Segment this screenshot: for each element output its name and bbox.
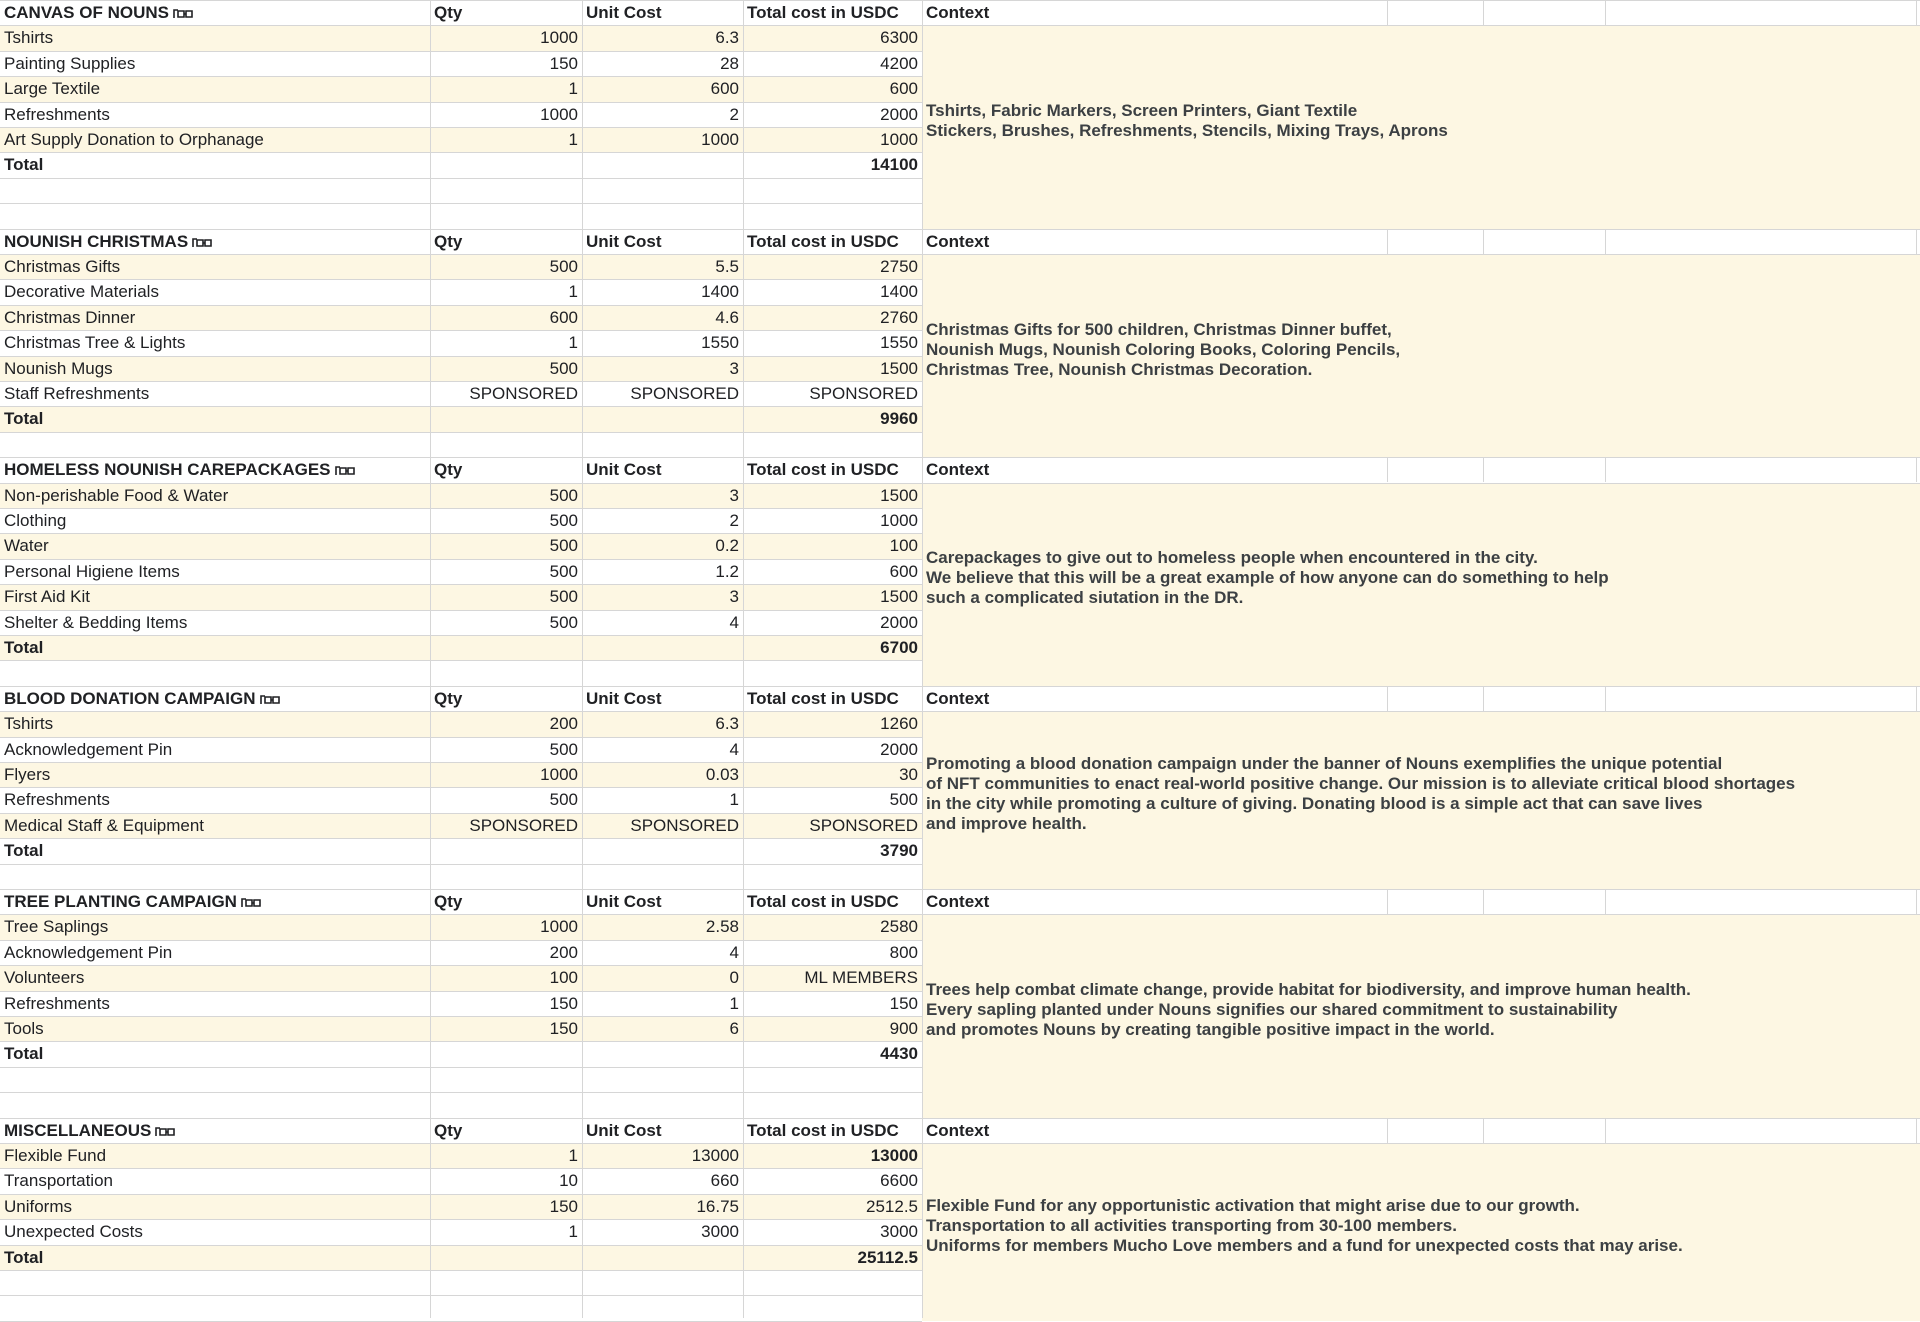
- context-line: in the city while promoting a culture of giving. Donating blood is a simple act that can save lives: [926, 794, 1703, 814]
- item-qty[interactable]: 1: [568, 130, 578, 149]
- item-qty[interactable]: 500: [549, 587, 578, 607]
- smart-chip-icon: [173, 1, 195, 25]
- item-name[interactable]: Flyers: [4, 765, 51, 784]
- header-qty[interactable]: Qty: [434, 231, 463, 251]
- item-total-cost[interactable]: 900: [889, 1019, 918, 1038]
- context-line: and improve health.: [926, 814, 1087, 834]
- grid-line: [1605, 1118, 1606, 1143]
- grid-line: [1916, 889, 1917, 914]
- grid-line: [0, 787, 922, 788]
- grid-line: [0, 0, 922, 1]
- grid-line: [0, 965, 922, 966]
- grid-line: [0, 610, 922, 611]
- item-total-cost[interactable]: 4200: [880, 53, 918, 73]
- context-line: Stickers, Brushes, Refreshments, Stencils, Mixing Trays, Aprons: [926, 121, 1448, 140]
- context-text: [922, 320, 1400, 380]
- total-label[interactable]: Total: [4, 409, 44, 429]
- section-title[interactable]: MISCELLANEOUS: [0, 1118, 430, 1143]
- item-name[interactable]: Acknowledgement Pin: [4, 739, 173, 759]
- total-value[interactable]: 4430: [880, 1044, 918, 1064]
- item-unit-cost[interactable]: 13000: [691, 1146, 739, 1165]
- item-name[interactable]: Decorative Materials: [4, 282, 159, 302]
- grid-line: [922, 483, 1920, 484]
- grid-line: [0, 508, 922, 509]
- grid-line: [0, 457, 922, 458]
- total-value[interactable]: 14100: [870, 155, 918, 175]
- item-name[interactable]: Christmas Gifts: [4, 257, 121, 276]
- grid-line: [0, 76, 922, 77]
- grid-line: [0, 737, 922, 738]
- grid-line: [1483, 889, 1484, 914]
- item-name[interactable]: Refreshments: [4, 993, 110, 1013]
- section-title[interactable]: CANVAS OF NOUNS: [0, 0, 430, 25]
- header-unit-cost[interactable]: Unit Cost: [586, 460, 662, 480]
- grid-line: [1916, 229, 1917, 254]
- grid-line: [0, 1270, 922, 1271]
- item-qty[interactable]: SPONSORED: [469, 384, 578, 403]
- smart-chip-icon: [241, 890, 263, 914]
- item-unit-cost[interactable]: 6.3: [715, 714, 739, 734]
- grid-line: [0, 1067, 922, 1068]
- grid-line: [922, 889, 1920, 890]
- header-unit-cost[interactable]: Unit Cost: [586, 892, 662, 911]
- grid-line: [922, 0, 1920, 1]
- grid-line: [1483, 1118, 1484, 1143]
- header-qty[interactable]: Qty: [434, 460, 463, 480]
- item-name[interactable]: Art Supply Donation to Orphanage: [4, 130, 264, 149]
- item-unit-cost[interactable]: 0.2: [715, 536, 739, 556]
- item-qty[interactable]: 500: [549, 358, 578, 378]
- header-unit-cost[interactable]: Unit Cost: [586, 231, 662, 251]
- grid-line: [0, 1143, 922, 1144]
- item-qty[interactable]: 1000: [540, 104, 578, 124]
- header-context[interactable]: Context: [926, 892, 990, 911]
- item-total-cost[interactable]: 100: [889, 536, 918, 556]
- grid-line: [922, 1118, 1920, 1119]
- item-qty[interactable]: 600: [549, 307, 578, 327]
- item-name[interactable]: Shelter & Bedding Items: [4, 612, 188, 632]
- item-unit-cost[interactable]: 2: [729, 511, 739, 530]
- item-name[interactable]: Christmas Tree & Lights: [4, 333, 186, 353]
- item-unit-cost[interactable]: 2: [729, 104, 739, 124]
- total-label[interactable]: Total: [4, 1247, 44, 1267]
- item-qty[interactable]: 500: [549, 561, 578, 581]
- item-total-cost[interactable]: 150: [889, 993, 918, 1013]
- grid-line: [0, 711, 922, 712]
- grid-line: [1387, 229, 1388, 254]
- grid-line: [743, 0, 744, 1318]
- item-unit-cost[interactable]: 1000: [701, 130, 739, 149]
- item-total-cost[interactable]: 6600: [880, 1171, 918, 1191]
- context-line: Flexible Fund for any opportunistic activation that might arise due to our growth.: [926, 1195, 1580, 1215]
- header-total-cost[interactable]: Total cost in USDC: [747, 231, 899, 251]
- item-qty[interactable]: 1: [568, 282, 578, 302]
- grid-line: [1605, 229, 1606, 254]
- grid-line: [0, 483, 922, 484]
- header-qty[interactable]: Qty: [434, 1120, 463, 1140]
- item-name[interactable]: Refreshments: [4, 790, 110, 810]
- total-value[interactable]: 25112.5: [857, 1247, 918, 1267]
- item-total-cost[interactable]: 1000: [880, 511, 918, 530]
- item-qty[interactable]: 150: [549, 53, 578, 73]
- header-total-cost[interactable]: Total cost in USDC: [747, 460, 899, 480]
- item-total-cost[interactable]: 3000: [880, 1222, 918, 1242]
- grid-line: [0, 584, 922, 585]
- grid-line: [0, 1041, 922, 1042]
- header-context[interactable]: Context: [926, 688, 990, 708]
- item-total-cost[interactable]: SPONSORED: [809, 384, 918, 403]
- grid-line: [1387, 457, 1388, 482]
- item-unit-cost[interactable]: 1: [729, 993, 739, 1013]
- item-total-cost[interactable]: 500: [889, 790, 918, 810]
- item-unit-cost[interactable]: 4: [729, 612, 739, 632]
- item-total-cost[interactable]: 800: [889, 942, 918, 962]
- item-name[interactable]: Tshirts: [4, 714, 54, 734]
- grid-line: [0, 635, 922, 636]
- item-name[interactable]: Christmas Dinner: [4, 307, 136, 327]
- item-name[interactable]: Tshirts: [4, 28, 54, 48]
- header-context[interactable]: Context: [926, 3, 990, 22]
- item-qty[interactable]: 100: [549, 968, 578, 988]
- total-label[interactable]: Total: [4, 841, 44, 861]
- item-unit-cost[interactable]: 2.58: [705, 917, 739, 937]
- grid-line: [430, 0, 431, 1318]
- grid-line: [1387, 0, 1388, 25]
- grid-line: [1387, 1118, 1388, 1143]
- item-qty[interactable]: SPONSORED: [469, 815, 578, 835]
- grid-line: [0, 1219, 922, 1220]
- grid-line: [0, 864, 922, 865]
- grid-line: [0, 305, 922, 306]
- item-qty[interactable]: 1000: [540, 28, 578, 48]
- grid-line: [1387, 889, 1388, 914]
- item-qty[interactable]: 500: [549, 536, 578, 556]
- item-name[interactable]: Medical Staff & Equipment: [4, 815, 205, 835]
- item-unit-cost[interactable]: 5.5: [715, 257, 739, 276]
- header-qty[interactable]: Qty: [434, 688, 463, 708]
- item-unit-cost[interactable]: 4: [729, 942, 739, 962]
- item-total-cost[interactable]: 1500: [880, 485, 918, 505]
- grid-line: [0, 127, 922, 128]
- grid-line: [0, 406, 922, 407]
- grid-line: [0, 203, 922, 204]
- context-line: Nounish Mugs, Nounish Coloring Books, Coloring Pencils,: [926, 339, 1401, 359]
- item-total-cost[interactable]: 2580: [880, 917, 918, 937]
- header-total-cost[interactable]: Total cost in USDC: [747, 1120, 899, 1140]
- grid-line: [0, 356, 922, 357]
- item-unit-cost[interactable]: 4: [729, 739, 739, 759]
- item-name[interactable]: Transportation: [4, 1171, 113, 1191]
- context-text: [922, 980, 1691, 1040]
- grid-line: [922, 711, 1920, 712]
- item-qty[interactable]: 10: [559, 1171, 578, 1191]
- item-name[interactable]: Refreshments: [4, 104, 110, 124]
- grid-line: [0, 25, 922, 26]
- item-total-cost[interactable]: SPONSORED: [809, 815, 918, 835]
- item-qty[interactable]: 500: [549, 790, 578, 810]
- grid-line: [0, 1016, 922, 1017]
- grid-line: [0, 991, 922, 992]
- item-unit-cost[interactable]: 1.2: [715, 561, 739, 581]
- grid-line: [922, 25, 1920, 26]
- context-line: Carepackages to give out to homeless people when encountered in the city.: [926, 548, 1538, 568]
- item-unit-cost[interactable]: 3000: [701, 1222, 739, 1242]
- item-unit-cost[interactable]: 0.03: [705, 765, 739, 784]
- item-unit-cost[interactable]: 1400: [701, 282, 739, 302]
- context-line: of NFT communities to enact real-world positive change. Our mission is to alleviate critical blood shortages: [926, 774, 1796, 794]
- header-unit-cost[interactable]: Unit Cost: [586, 1120, 662, 1140]
- grid-line: [0, 330, 922, 331]
- item-qty[interactable]: 150: [549, 1196, 578, 1216]
- grid-line: [0, 1118, 922, 1119]
- grid-line: [0, 660, 922, 661]
- grid-line: [0, 889, 922, 890]
- item-name[interactable]: First Aid Kit: [4, 587, 90, 607]
- item-total-cost[interactable]: 2760: [880, 307, 918, 327]
- grid-line: [1916, 1118, 1917, 1143]
- grid-line: [1483, 229, 1484, 254]
- grid-line: [582, 0, 583, 1318]
- item-unit-cost[interactable]: SPONSORED: [630, 384, 739, 403]
- item-qty[interactable]: 200: [549, 942, 578, 962]
- item-total-cost[interactable]: 2000: [880, 104, 918, 124]
- grid-line: [922, 0, 923, 1318]
- context-line: Transportation to all activities transporting from 30-100 members.: [926, 1215, 1457, 1235]
- grid-line: [1916, 457, 1917, 482]
- item-name[interactable]: Tree Saplings: [4, 917, 109, 937]
- item-qty[interactable]: 200: [549, 714, 578, 734]
- context-line: Trees help combat climate change, provide habitat for biodiversity, and improve human health.: [926, 980, 1691, 999]
- grid-line: [1387, 686, 1388, 711]
- grid-line: [0, 1168, 922, 1169]
- item-qty[interactable]: 500: [549, 485, 578, 505]
- grid-line: [0, 279, 922, 280]
- item-unit-cost[interactable]: 660: [710, 1171, 739, 1191]
- grid-line: [1605, 0, 1606, 25]
- context-line: Promoting a blood donation campaign under the banner of Nouns exemplifies the unique potential: [926, 754, 1723, 774]
- item-total-cost[interactable]: 30: [899, 765, 918, 784]
- grid-line: [0, 1245, 922, 1246]
- context-line: such a complicated siutation in the DR.: [926, 588, 1244, 608]
- header-total-cost[interactable]: Total cost in USDC: [747, 688, 899, 708]
- item-total-cost[interactable]: 1500: [880, 358, 918, 378]
- item-qty[interactable]: 500: [549, 257, 578, 276]
- item-unit-cost[interactable]: 3: [729, 587, 739, 607]
- item-name[interactable]: Staff Refreshments: [4, 384, 150, 403]
- item-qty[interactable]: 150: [549, 993, 578, 1013]
- grid-line: [0, 1295, 922, 1296]
- item-name[interactable]: Non-perishable Food & Water: [4, 485, 229, 505]
- item-qty[interactable]: 1: [568, 1146, 578, 1165]
- item-name[interactable]: Nounish Mugs: [4, 358, 113, 378]
- item-qty[interactable]: 500: [549, 612, 578, 632]
- grid-line: [0, 102, 922, 103]
- item-qty[interactable]: 1: [568, 333, 578, 353]
- item-total-cost[interactable]: ML MEMBERS: [804, 968, 918, 988]
- context-text: [922, 754, 1795, 834]
- grid-line: [0, 838, 922, 839]
- smart-chip-icon: [192, 230, 214, 254]
- total-label[interactable]: Total: [4, 155, 44, 175]
- context-line: Christmas Gifts for 500 children, Christmas Dinner buffet,: [926, 319, 1392, 339]
- total-value[interactable]: 3790: [880, 841, 918, 861]
- item-name[interactable]: Tools: [4, 1019, 44, 1038]
- context-line: Every sapling planted under Nouns signifies our shared commitment to sustainability: [926, 1000, 1618, 1019]
- item-name[interactable]: Painting Supplies: [4, 53, 136, 73]
- item-name[interactable]: Uniforms: [4, 1196, 73, 1216]
- grid-line: [0, 51, 922, 52]
- item-qty[interactable]: 1000: [540, 917, 578, 937]
- grid-line: [1605, 889, 1606, 914]
- item-total-cost[interactable]: 1000: [880, 130, 918, 149]
- item-total-cost[interactable]: 600: [889, 79, 918, 99]
- item-total-cost[interactable]: 6300: [880, 28, 918, 48]
- header-total-cost[interactable]: Total cost in USDC: [747, 3, 899, 22]
- item-qty[interactable]: 1000: [540, 765, 578, 784]
- grid-line: [0, 178, 922, 179]
- item-unit-cost[interactable]: 3: [729, 485, 739, 505]
- smart-chip-icon: [335, 458, 357, 482]
- grid-line: [1916, 686, 1917, 711]
- item-name[interactable]: Water: [4, 536, 49, 556]
- total-label[interactable]: Total: [4, 1044, 44, 1064]
- header-context[interactable]: Context: [926, 231, 990, 251]
- item-name[interactable]: Clothing: [4, 511, 67, 530]
- header-total-cost[interactable]: Total cost in USDC: [747, 892, 899, 911]
- context-line: Christmas Tree, Nounish Christmas Decoration.: [926, 359, 1313, 379]
- grid-line: [0, 914, 922, 915]
- item-qty[interactable]: 1: [568, 1222, 578, 1242]
- grid-line: [1483, 686, 1484, 711]
- context-line: Uniforms for members Mucho Love members and a fund for unexpected costs that may arise.: [926, 1235, 1683, 1255]
- item-qty[interactable]: 150: [549, 1019, 578, 1038]
- grid-line: [0, 533, 922, 534]
- item-total-cost[interactable]: 2512.5: [866, 1196, 918, 1216]
- grid-line: [1483, 0, 1484, 25]
- header-unit-cost[interactable]: Unit Cost: [586, 688, 662, 708]
- grid-line: [1483, 457, 1484, 482]
- item-unit-cost[interactable]: 600: [710, 79, 739, 99]
- item-name[interactable]: Personal Higiene Items: [4, 561, 180, 581]
- grid-line: [1605, 457, 1606, 482]
- item-total-cost[interactable]: 1400: [880, 282, 918, 302]
- total-value[interactable]: 9960: [880, 409, 918, 429]
- grid-line: [0, 762, 922, 763]
- item-total-cost[interactable]: 2000: [880, 612, 918, 632]
- item-name[interactable]: Unexpected Costs: [4, 1222, 143, 1242]
- item-unit-cost[interactable]: 4.6: [715, 307, 739, 327]
- context-text: [922, 101, 1448, 141]
- item-total-cost[interactable]: 1550: [880, 333, 918, 353]
- section-title[interactable]: TREE PLANTING CAMPAIGN: [0, 889, 430, 914]
- section-title[interactable]: HOMELESS NOUNISH CAREPACKAGES: [0, 457, 430, 482]
- item-unit-cost[interactable]: 1: [729, 790, 739, 810]
- item-total-cost[interactable]: 600: [889, 561, 918, 581]
- item-name[interactable]: Acknowledgement Pin: [4, 942, 173, 962]
- section-title[interactable]: BLOOD DONATION CAMPAIGN: [0, 686, 430, 711]
- header-qty[interactable]: Qty: [434, 892, 463, 911]
- item-qty[interactable]: 1: [568, 79, 578, 99]
- grid-line: [0, 381, 922, 382]
- grid-line: [922, 914, 1920, 915]
- grid-line: [0, 1194, 922, 1195]
- item-unit-cost[interactable]: 1550: [701, 333, 739, 353]
- grid-line: [922, 254, 1920, 255]
- grid-line: [0, 432, 922, 433]
- total-label[interactable]: Total: [4, 638, 44, 657]
- grid-line: [1605, 686, 1606, 711]
- item-total-cost[interactable]: 2750: [880, 257, 918, 276]
- item-total-cost[interactable]: 13000: [870, 1146, 918, 1165]
- item-name[interactable]: Large Textile: [4, 79, 101, 99]
- grid-line: [0, 1092, 922, 1093]
- smart-chip-icon: [260, 687, 282, 711]
- header-unit-cost[interactable]: Unit Cost: [586, 3, 662, 22]
- grid-line: [0, 940, 922, 941]
- item-unit-cost[interactable]: SPONSORED: [630, 815, 739, 835]
- total-value[interactable]: 6700: [880, 638, 918, 657]
- grid-line: [0, 813, 922, 814]
- grid-line: [922, 1143, 1920, 1144]
- item-unit-cost[interactable]: 28: [720, 53, 739, 73]
- grid-line: [922, 457, 1920, 458]
- item-total-cost[interactable]: 1500: [880, 587, 918, 607]
- grid-line: [0, 254, 922, 255]
- context-text: [922, 548, 1609, 608]
- item-name[interactable]: Flexible Fund: [4, 1146, 107, 1165]
- grid-line: [0, 152, 922, 153]
- item-unit-cost[interactable]: 0: [729, 968, 739, 988]
- context-line: and promotes Nouns by creating tangible positive impact in the world.: [926, 1020, 1495, 1039]
- grid-line: [922, 229, 1920, 230]
- header-context[interactable]: Context: [926, 1120, 990, 1140]
- header-context[interactable]: Context: [926, 460, 990, 480]
- item-qty[interactable]: 500: [549, 739, 578, 759]
- item-unit-cost[interactable]: 3: [729, 358, 739, 378]
- grid-line: [0, 229, 922, 230]
- context-text: [922, 1196, 1683, 1256]
- context-line: Tshirts, Fabric Markers, Screen Printers, Giant Textile: [926, 101, 1358, 120]
- context-line: We believe that this will be a great example of how anyone can do something to help: [926, 568, 1609, 588]
- item-unit-cost[interactable]: 16.75: [696, 1196, 739, 1216]
- item-unit-cost[interactable]: 6.3: [715, 28, 739, 48]
- item-qty[interactable]: 500: [549, 511, 578, 530]
- header-qty[interactable]: Qty: [434, 3, 463, 22]
- grid-line: [1916, 0, 1917, 25]
- grid-line: [0, 686, 922, 687]
- smart-chip-icon: [155, 1119, 177, 1143]
- item-total-cost[interactable]: 1260: [880, 714, 918, 734]
- item-total-cost[interactable]: 2000: [880, 739, 918, 759]
- grid-line: [922, 686, 1920, 687]
- grid-line: [0, 559, 922, 560]
- item-unit-cost[interactable]: 6: [729, 1019, 739, 1038]
- item-name[interactable]: Volunteers: [4, 968, 85, 988]
- section-title[interactable]: NOUNISH CHRISTMAS: [0, 229, 430, 254]
